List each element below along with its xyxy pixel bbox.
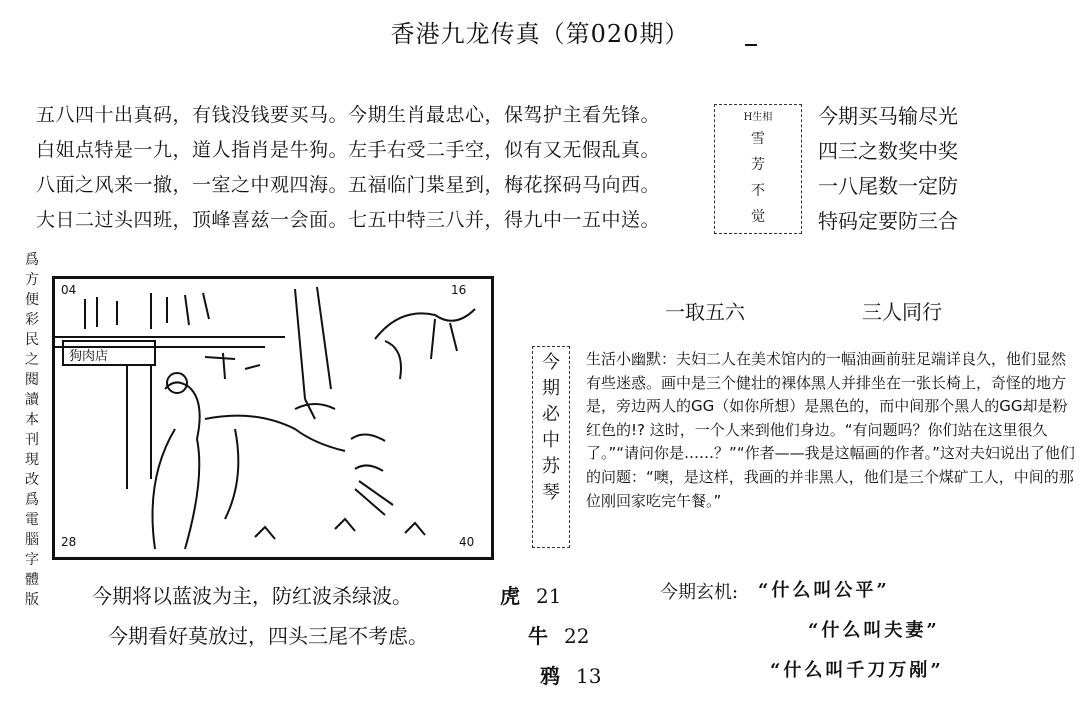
vertical-notice-char: 爲 bbox=[25, 492, 39, 508]
must-char: 苏 bbox=[542, 456, 560, 477]
poem-block bbox=[36, 100, 726, 240]
vertical-notice-char: 讀 bbox=[25, 392, 39, 408]
poem-line: 五八四十出真码，有钱没钱要买马。今期生肖最忠心，保驾护主看先锋。 bbox=[36, 104, 661, 126]
heading-right: 三人同行 bbox=[862, 300, 942, 324]
vertical-notice bbox=[20, 250, 44, 610]
side-box-char: 芳 bbox=[751, 157, 765, 173]
zodiac-number: 13 bbox=[576, 664, 602, 688]
tip-line: 今期看好莫放过，四头三尾不考虑。 bbox=[108, 624, 428, 648]
joke-text bbox=[586, 348, 1078, 513]
poem-line: 大日二过头四班，顶峰喜兹一会面。七五中特三八并，得九中一五中送。 bbox=[36, 209, 661, 231]
side-box-char: 不 bbox=[751, 183, 765, 199]
side-box-char: 觉 bbox=[751, 209, 765, 225]
zodiac-animal: 虎 bbox=[500, 584, 520, 608]
vertical-notice-char: 電 bbox=[25, 512, 39, 528]
vertical-notice-char: 字 bbox=[25, 552, 39, 568]
zodiac-number: 21 bbox=[536, 584, 562, 608]
tip-line: 今期将以蓝波为主，防红波杀绿波。 bbox=[92, 584, 412, 608]
vertical-notice-char: 刊 bbox=[25, 432, 39, 448]
vertical-notice-char: 版 bbox=[25, 592, 39, 608]
vertical-notice-char: 閱 bbox=[25, 372, 39, 388]
must-char: 今 bbox=[542, 352, 560, 373]
right-line: 四三之数奖中奖 bbox=[818, 139, 958, 163]
vertical-notice-char: 民 bbox=[25, 332, 39, 348]
zodiac-entry bbox=[500, 580, 561, 609]
riddle-line: “什么叫公平” bbox=[758, 580, 890, 601]
vertical-notice-char: 便 bbox=[25, 292, 39, 308]
corner-number: 16 bbox=[451, 283, 467, 297]
must-char: 期 bbox=[542, 378, 560, 399]
vertical-notice-char: 腦 bbox=[25, 532, 39, 548]
corner-number: 04 bbox=[61, 283, 77, 297]
must-char: 中 bbox=[542, 430, 560, 451]
riddle-line: “什么叫夫妻” bbox=[808, 620, 940, 641]
illustration-drawing bbox=[55, 279, 491, 557]
right-line: 今期买马输尽光 bbox=[818, 104, 958, 128]
zodiac-entry bbox=[540, 660, 601, 689]
heading-left: 一取五六 bbox=[665, 300, 745, 324]
illustration bbox=[52, 276, 494, 560]
vertical-notice-char: 方 bbox=[25, 272, 39, 288]
must-char: 必 bbox=[542, 404, 560, 425]
must-char: 琴 bbox=[542, 482, 560, 503]
vertical-notice-char: 體 bbox=[25, 572, 39, 588]
vertical-notice-char: 之 bbox=[25, 352, 39, 368]
title-underline bbox=[745, 44, 757, 46]
zodiac-animal: 鸦 bbox=[540, 664, 560, 688]
vertical-notice-char: 現 bbox=[25, 452, 39, 468]
must-box bbox=[532, 350, 570, 506]
corner-number: 40 bbox=[459, 535, 475, 549]
page-title: 香港九龙传真（第020期） bbox=[390, 20, 690, 48]
side-box-char: 雪 bbox=[751, 131, 765, 147]
poem-line: 八面之风来一撤，一室之中观四海。五福临门枼星到，梅花探码马向西。 bbox=[36, 174, 661, 196]
vertical-notice-char: 本 bbox=[25, 412, 39, 428]
right-line: 一八尾数一定防 bbox=[818, 174, 958, 198]
shop-sign: 狗肉店 bbox=[69, 349, 109, 364]
zodiac-entry bbox=[528, 620, 589, 649]
corner-number: 28 bbox=[61, 535, 77, 549]
poem-line: 白姐点特是一九，道人指肖是牛狗。左手右受二手空，似有又无假乱真。 bbox=[36, 139, 661, 161]
side-box bbox=[718, 110, 798, 230]
riddle-line: “什么叫千刀万剐” bbox=[770, 660, 944, 681]
riddle-label: 今期玄机: bbox=[660, 582, 739, 603]
vertical-notice-char: 彩 bbox=[25, 312, 39, 328]
vertical-notice-char: 爲 bbox=[25, 252, 39, 268]
zodiac-animal: 牛 bbox=[528, 624, 548, 648]
right-column bbox=[818, 100, 1008, 240]
joke-paragraph: 生活小幽默：夫妇二人在美术馆内的一幅油画前驻足端详良久，他们显然有些迷惑。画中是三个健壮的裸体黑人并排坐在一张长椅上，奇怪的地方是，旁边两人的GG（如你所想）是黑色的，而中间那个黑人的GG却是粉红色的!? 这时，一个人来到他们身边。“有问题吗？你们站在这里很久了。”“请问你是……？”“作者——我是这幅画的作者。”这对夫妇说出了他们的问题：“噢，是这样，我画的并非黑人，他们是三个煤矿工人，中间的那位刚回家吃完午餐。” bbox=[586, 350, 1075, 510]
side-box-top: H生相 bbox=[743, 112, 773, 123]
right-line: 特码定要防三合 bbox=[818, 209, 958, 233]
vertical-notice-char: 改 bbox=[25, 472, 39, 488]
zodiac-number: 22 bbox=[564, 624, 590, 648]
